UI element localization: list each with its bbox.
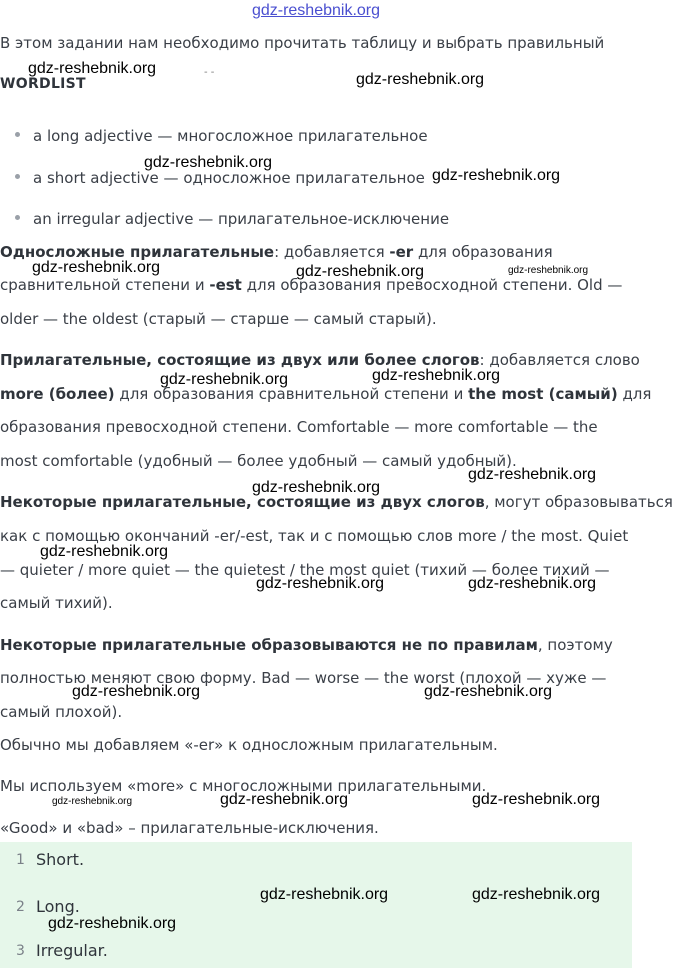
watermark: gdz-reshebnik.org [260, 886, 389, 903]
watermark: gdz-reshebnik.org [72, 683, 201, 700]
watermark: gdz-reshebnik.org [296, 263, 425, 280]
bullet-icon [15, 174, 20, 179]
answer-box [0, 842, 632, 968]
watermark: gdz-reshebnik.org [472, 791, 601, 808]
bold-term: Прилагательные, состоящие из двух или более слогов [0, 351, 480, 369]
watermark: gdz-reshebnik.org [356, 71, 485, 88]
bold-term: Односложные прилагательные [0, 243, 275, 261]
answer-number: 2 [16, 899, 25, 915]
summary-line: Обычно мы добавляем «-er» к односложным прилагательным. [0, 736, 498, 754]
site-link[interactable]: gdz-reshebnik.org [251, 2, 381, 19]
answer-text: Long. [36, 897, 80, 916]
watermark: gdz-reshebnik.org [372, 367, 501, 384]
list-item: a short adjective — односложное прилагательное [33, 169, 425, 187]
watermark: gdz-reshebnik.org [28, 60, 157, 77]
watermark: gdz-reshebnik.org [508, 265, 589, 276]
watermark: gdz-reshebnik.org [52, 796, 133, 807]
watermark: gdz-reshebnik.org [468, 466, 597, 483]
watermark: gdz-reshebnik.org [32, 259, 161, 276]
bullet-icon [15, 132, 20, 137]
watermark: gdz-reshebnik.org [256, 575, 385, 592]
stray-mark: - - [204, 67, 215, 78]
bold-term: Некоторые прилагательные, состоящие из двух слогов [0, 493, 485, 511]
watermark: gdz-reshebnik.org [424, 683, 553, 700]
list-item: a long adjective — многосложное прилагательное [33, 127, 428, 145]
watermark: gdz-reshebnik.org [220, 791, 349, 808]
answer-text: Short. [36, 850, 85, 869]
watermark: gdz-reshebnik.org [160, 371, 289, 388]
summary-line: Мы используем «more» с многосложными прилагательными. [0, 777, 487, 795]
answer-text: Irregular. [36, 941, 108, 960]
watermark: gdz-reshebnik.org [48, 915, 177, 932]
watermark: gdz-reshebnik.org [40, 543, 169, 560]
bullet-icon [15, 215, 20, 220]
watermark: gdz-reshebnik.org [144, 154, 273, 171]
intro-text: В этом задании нам необходимо прочитать таблицу и выбрать правильный [0, 34, 605, 52]
watermark: gdz-reshebnik.org [472, 886, 601, 903]
bold-term: Некоторые прилагательные образовываются не по правилам [0, 636, 538, 654]
watermark: gdz-reshebnik.org [468, 575, 597, 592]
watermark: gdz-reshebnik.org [432, 167, 561, 184]
list-item: an irregular adjective — прилагательное-исключение [33, 210, 450, 228]
watermark: gdz-reshebnik.org [252, 479, 381, 496]
answer-number: 1 [16, 852, 25, 868]
wordlist-heading: WORDLIST [0, 76, 86, 92]
summary-line: «Good» и «bad» – прилагательные-исключения. [0, 819, 379, 837]
answer-number: 3 [16, 943, 25, 959]
